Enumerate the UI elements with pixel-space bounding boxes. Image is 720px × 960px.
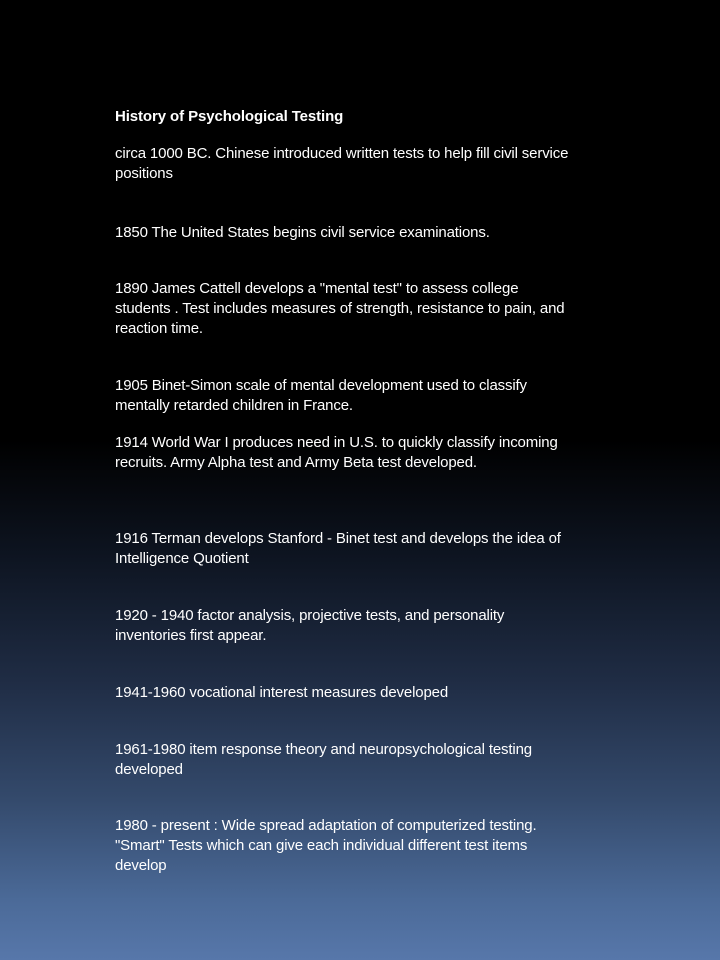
timeline-entry-1000bc: circa 1000 BC. Chinese introduced written tests to help fill civil service positions	[115, 145, 569, 182]
timeline-entry-1920-1940: 1920 - 1940 factor analysis, projective tests, and personality inventories first appear.	[115, 607, 505, 644]
timeline-entry-1980-present: 1980 - present : Wide spread adaptation of computerized testing. "Smart" Tests which can give each individual different test items develop	[115, 817, 537, 874]
timeline-entry-1961-1980: 1961-1980 item response theory and neuropsychological testing developed	[115, 741, 532, 778]
timeline-entry-1850: 1850 The United States begins civil service examinations.	[115, 224, 490, 241]
timeline-entry-1905: 1905 Binet-Simon scale of mental development used to classify mentally retarded children in France.	[115, 377, 527, 414]
timeline-entry-1916: 1916 Terman develops Stanford - Binet test and develops the idea of Intelligence Quotient	[115, 530, 561, 567]
slide-title: History of Psychological Testing	[115, 108, 344, 125]
timeline-entry-1890: 1890 James Cattell develops a "mental test" to assess college students . Test includes measures of strength, resistance to pain, and reaction time.	[115, 280, 565, 337]
timeline-entry-1914: 1914 World War I produces need in U.S. to quickly classify incoming recruits. Army Alpha test and Army Beta test developed.	[115, 434, 558, 471]
timeline-entry-1941-1960: 1941-1960 vocational interest measures developed	[115, 684, 449, 701]
